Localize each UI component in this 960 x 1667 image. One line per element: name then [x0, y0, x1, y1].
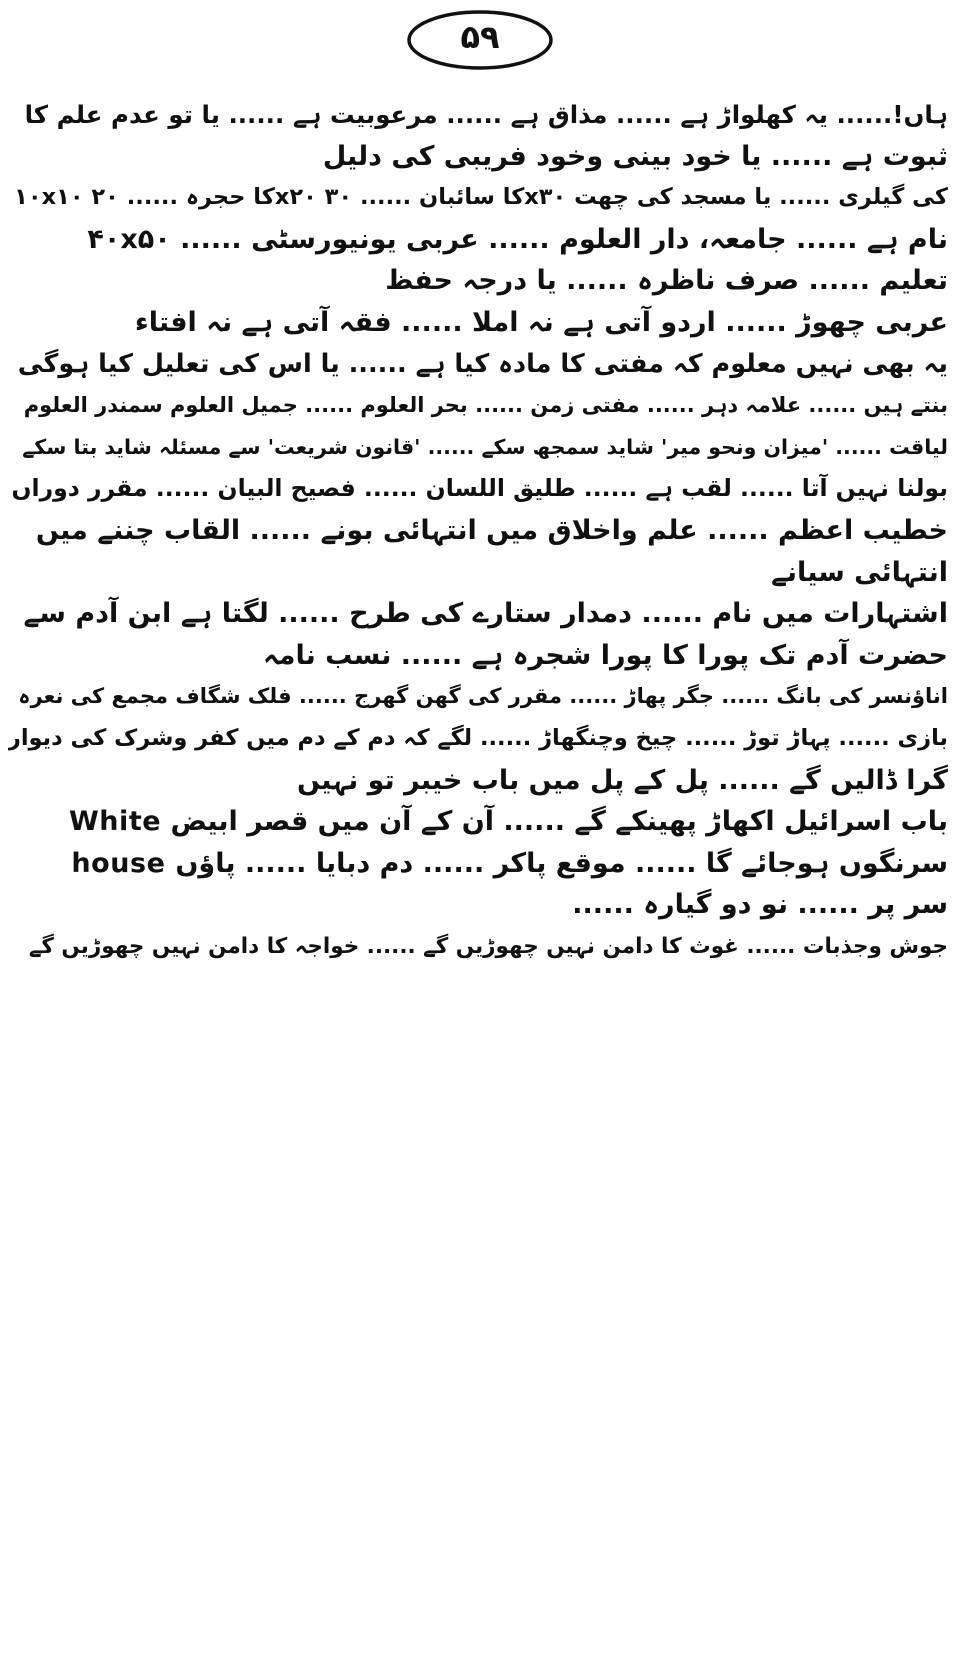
page-number-badge: [405, 8, 555, 72]
text-line-15: اناؤنسر کی بانگ ...... جگر پھاڑ ...... مقرر کی گھن گھرج ...... فلک شگاف مجمع کی نعرہ: [18, 684, 948, 709]
text-line-17: گرا ڈالیں گے ...... پل کے پل میں باب خیبر تو نہیں: [296, 764, 948, 796]
text-line-6: عربی چھوڑ ...... اردو آتی ہے نہ املا ...... فقہ آتی ہے نہ افتاء: [134, 306, 948, 338]
text-line-18: باب اسرائیل اکھاڑ پھینکے گے ...... آن کے آن میں قصر ابیض White: [68, 806, 948, 838]
text-line-21: جوش وجذبات ...... غوث کا دامن نہیں چھوڑیں گے ...... خواجہ کا دامن نہیں چھوڑیں گے: [28, 933, 948, 959]
body-text: [8, 94, 948, 967]
text-line-20: سر پر ...... نو دو گیارہ ......: [572, 889, 948, 921]
text-line-19: house سرنگوں ہوجائے گا ...... موقع پاکر ...... دم دبایا ...... پاؤں: [71, 847, 948, 879]
text-line-13: اشتہارات میں نام ...... دمدار ستارے کی طرح ...... لگتا ہے ابن آدم سے: [23, 598, 948, 630]
text-line-11: خطیب اعظم ...... علم واخلاق میں انتہائی بونے ...... القاب چننے میں: [35, 514, 948, 546]
text-line-2: ثبوت ہے ...... یا خود بینی وخود فریبی کی دلیل: [322, 140, 948, 172]
text-line-9: لیاقت ...... 'میزان ونحو میر' شاید سمجھ سکے ...... 'قانون شریعت' سے مسئلہ شاید بتا سکے: [22, 434, 948, 459]
text-line-16: بازی ...... پہاڑ توڑ ...... چیخ وچنگھاڑ ...... لگے کہ دم کے دم میں کفر وشرک کی دیوار: [8, 724, 948, 751]
page-number: ۵۹: [460, 18, 500, 56]
text-line-14: حضرت آدم تک پورا کا پورا شجرہ ہے ...... نسب نامہ: [262, 639, 948, 671]
text-line-8: بنتے ہیں ...... علامہ دہر ...... مفتی زمن ...... بحر العلوم ...... جمیل العلوم سمندر العلوم: [23, 393, 948, 418]
text-line-7: یہ بھی نہیں معلوم کہ مفتی کا مادہ کیا ہے ...... یا اس کی تعلیل کیا ہوگی: [17, 348, 948, 379]
text-line-4: ۴۰x۵۰ ...... نام ہے ...... جامعہ، دار العلوم ...... عربی یونیورسٹی: [87, 223, 948, 255]
text-line-10: بولنا نہیں آتا ...... لقب ہے ...... طلیق اللسان ...... فصیح البیان ...... مقرر دوراں: [11, 474, 948, 503]
text-line-3: ۱۰x۱۰ کا حجرہ ...... ۲۰x۲۰ کا سائبان ...... ۳۰x۳۰ کی گیلری ...... یا مسجد کی چھت: [14, 184, 948, 211]
text-line-12: انتہائی سیانے: [771, 556, 948, 588]
text-line-1: ہاں!...... یہ کھلواڑ ہے ...... مذاق ہے ...... مرعوبیت ہے ...... یا تو عدم علم کا: [24, 100, 948, 129]
text-line-5: تعلیم ...... صرف ناظرہ ...... یا درجہ حفظ: [385, 265, 948, 297]
